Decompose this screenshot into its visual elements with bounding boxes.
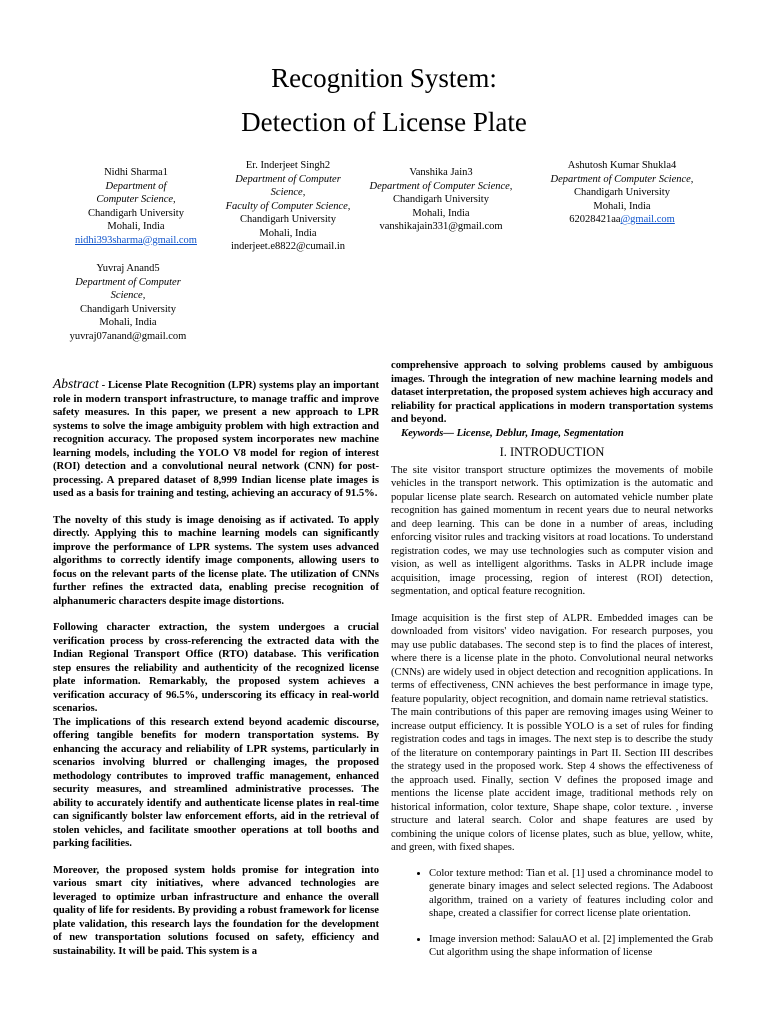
author-email-link[interactable]: nidhi393sharma@gmail.com bbox=[75, 234, 197, 246]
author-2 bbox=[208, 159, 368, 254]
author-email: inderjeet.e8822@cumail.in bbox=[230, 241, 346, 252]
intro-paragraph-3: The main contributions of this paper are removing images using Weiner to increase output efficiency. It is possible YOLO is a set of rules for finding registration codes and tags in images. The next step is to describe the study of the literature on contemporary paintings in Part II. Section III describes the strategy used in the proposed work. Step 4 shows the effectiveness of the approach used. Finally, section V defines the proposed image and mentions the license plate accident image, traditional methods rely on historical information, color texture, Shape shape, color texture. , inverse structure and lateral search. Color and shape features are used by combining the unique colors of license plates, such as blue, yellow, white, and green, with fixed shapes. bbox=[391, 707, 713, 853]
author-name: Nidhi Sharma1 bbox=[104, 167, 168, 178]
author-3 bbox=[356, 166, 526, 234]
right-column bbox=[391, 359, 713, 972]
author-dept: Department of Computer Science, bbox=[75, 276, 181, 301]
author-email bbox=[537, 213, 707, 227]
author-email: vanshikajain331@gmail.com bbox=[379, 221, 503, 232]
abstract-paragraph-4: The implications of this research extend beyond academic discourse, offering tangible benefits for modern transportation systems. By enhancing the accuracy and reliability of LPR systems, particularly in scenarios involving blurred or challenging images, the proposed methodology contributes to improved traffic management, enhanced security measures, and streamlined administrative processes. The ability to accurately identify and authenticate license plates in real-time can significantly bolster law enforcement efforts, aid in the retrieval of stolen vehicles, and facilitate smoother operations at toll booths and parking facilities. bbox=[53, 716, 379, 849]
paper-title-line-2: Detection of License Plate bbox=[241, 107, 527, 137]
abstract-continuation: comprehensive approach to solving problems caused by ambiguous images. Through the integration of new machine learning models and dataset interpretation, the proposed system achieves high accuracy and reliability for practical applications in modern transportation systems and beyond. bbox=[391, 360, 713, 425]
author-name: Yuvraj Anand5 bbox=[96, 263, 160, 274]
author-loc: Mohali, India bbox=[593, 200, 651, 212]
author-5 bbox=[48, 262, 208, 343]
author-name: Ashutosh Kumar Shukla4 bbox=[567, 160, 677, 171]
author-email-prefix: 62028421aa bbox=[569, 214, 621, 225]
author-loc: Mohali, India bbox=[412, 207, 470, 219]
abstract-paragraph-3: Following character extraction, the system undergoes a crucial verification process by cross-referencing the extracted data with the Indian Regional Transport Office (RTO) database. This verification step ensures the reliability and authenticity of the recognized license plate information. Remarkably, the proposed system achieves a verification accuracy of 96.5%, underscoring its efficacy in real-world scenarios. bbox=[53, 622, 379, 714]
author-org: Chandigarh University bbox=[574, 187, 670, 198]
author-org: Chandigarh University bbox=[80, 303, 176, 315]
list-item: • Color texture method: Tian et al. [1] used a chrominance model to generate binary images and select selected regions. The Adaboost algorithm, trained on a variety of features including color and shape, created a classifier for correct license plate orientation. bbox=[429, 867, 713, 921]
author-email-link[interactable]: @gmail.com bbox=[620, 214, 675, 225]
abstract-paragraph-1: Abstract - License Plate Recognition (LPR) systems play an important role in modern transport infrastructure, to manage traffic and improve safety measures. In this paper, we present a new approach to LPR systems to solve the image ambiguity problem with high extraction and recognition accuracy. The proposed system incorporates new machine learning models, including the YOLO V8 model for region of interest (ROI) detection and a convolutional neural network (CNN) for post-processing. A prepared dataset of 8,999 Indian license plate images is used as a basis for training and testing, achieving an accuracy of 91.5%. bbox=[53, 376, 379, 499]
author-org: Chandigarh University bbox=[240, 214, 336, 225]
intro-paragraph-1: The site visitor transport structure optimizes the movements of mobile vehicles in the transport network. This optimization is the automatic and popular license plate search. Research on automated vehicle number plate recognition has gained momentum in recent years due to neural networks and deep learning. This can be done in a number of areas, including enforcing visitor rules and tracking visitors at road locations. To understand registration codes, we may use technologies such as computer vision and vision, as well as intelligent algorithms. Tasks in ALPR include image acquisition, image processing, region of interest (ROI) detection, segmentation, and optical feature recognition. bbox=[391, 464, 713, 597]
author-1 bbox=[56, 166, 216, 247]
author-faculty: Faculty of Computer Science, bbox=[225, 200, 351, 212]
author-email: yuvraj07anand@gmail.com bbox=[69, 330, 187, 342]
author-dept: Department of Computer Science, bbox=[369, 180, 513, 192]
author-4 bbox=[537, 159, 707, 227]
abstract-paragraph-5: Moreover, the proposed system holds promise for integration into various smart city initiatives, where advanced technologies are leveraged to optimize urban infrastructure and enhance the overall quality of life for residents. By providing a robust framework for license plate validation, this research lays the foundation for the development of new transportation solutions focused on safety, efficiency and sustainability. It will be paid. This system is a bbox=[53, 864, 379, 957]
abstract-label: Abstract bbox=[53, 376, 99, 391]
list-item: • Image inversion method: SalauAO et al. [2] implemented the Grab Cut algorithm using the shape information of license bbox=[429, 933, 713, 960]
author-name: Er. Inderjeet Singh2 bbox=[245, 160, 331, 171]
section-heading-introduction: I. INTRODUCTION bbox=[499, 445, 605, 459]
author-name: Vanshika Jain3 bbox=[409, 167, 473, 178]
paper-title-line-1: Recognition System: bbox=[271, 63, 497, 93]
author-dept: Department of Computer Science, bbox=[96, 180, 176, 205]
author-dept: Department of Computer Science, bbox=[235, 173, 341, 198]
keywords: Keywords— License, Deblur, Image, Segmentation bbox=[401, 427, 624, 439]
intro-paragraph-2: Image acquisition is the first step of ALPR. Embedded images can be downloaded from visitors' video navigation. For research purposes, you may use public databases. The second step is to find the places of interest, where there is a license plate in the photo. Convolutional neural networks (CNNs) are widely used in object detection and recognition applications. In terms of effectiveness, CNN achieves the best performance in image type, feature popularity, object recognition, and domain name retrieval statistics. bbox=[391, 612, 713, 705]
abstract-paragraph-2: The novelty of this study is image denoising as if activated. To apply directly. Applying this to machine learning models can significantly improve the performance of LPR systems. The system uses advanced algorithms to correctly identify image components, allowing users to focus on the relevant parts of the license plate. The utilization of CNNs further refines the extracted data, enabling precise recognition of alphanumeric characters despite image distortions. bbox=[53, 514, 379, 607]
author-loc: Mohali, India bbox=[107, 221, 165, 232]
author-loc: Mohali, India bbox=[259, 227, 317, 239]
author-dept: Department of Computer Science, bbox=[550, 173, 694, 185]
author-org: Chandigarh University bbox=[393, 194, 489, 205]
author-org: Chandigarh University bbox=[88, 207, 184, 219]
abstract-column bbox=[53, 377, 379, 958]
author-loc: Mohali, India bbox=[99, 317, 157, 328]
method-list bbox=[391, 867, 713, 960]
